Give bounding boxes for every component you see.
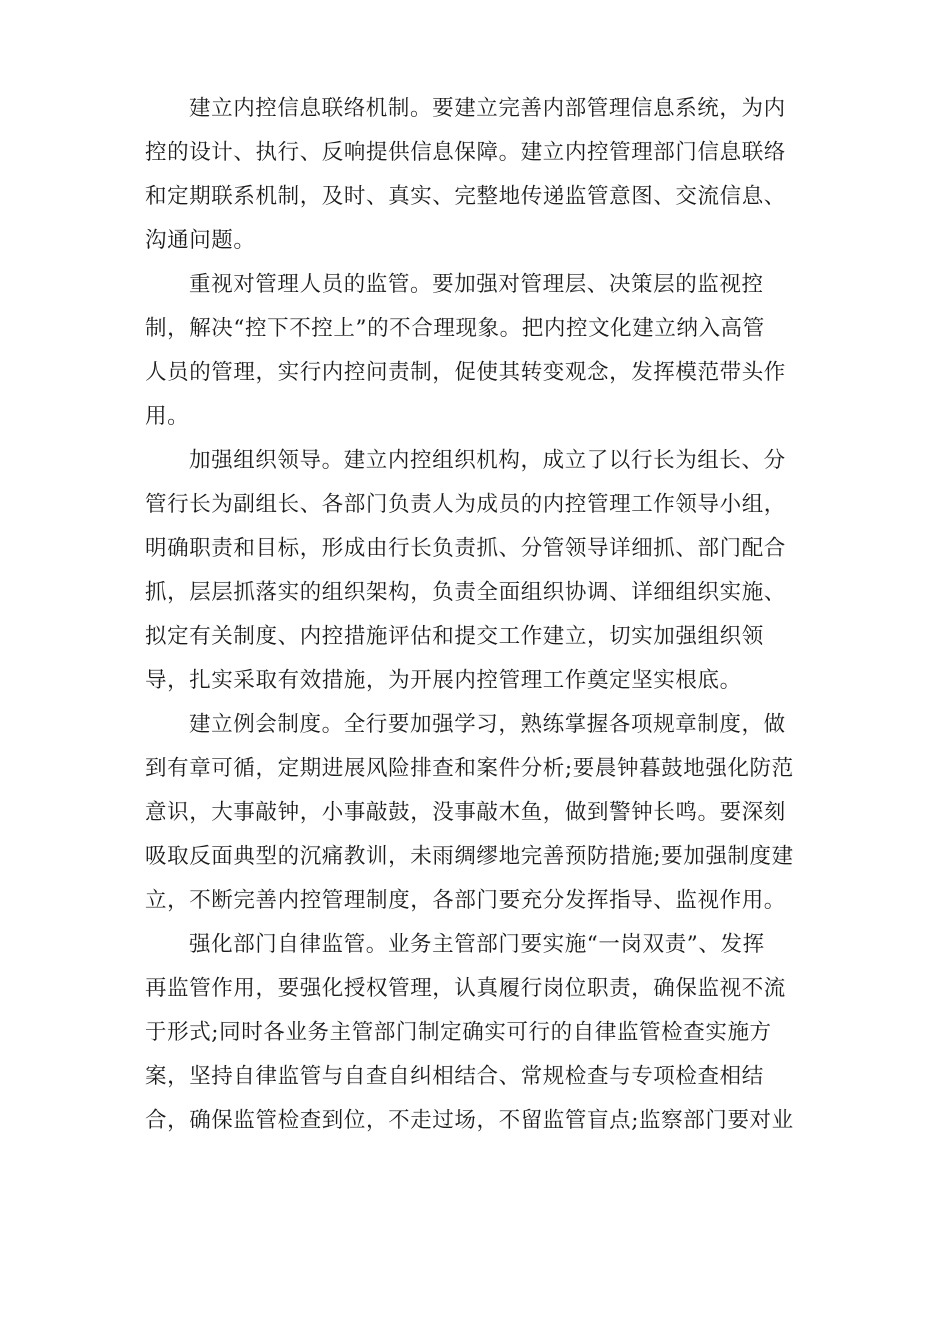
paragraph-2-line-3: 人员的管理，实行内控问责制，促使其转变观念，发挥模范带头作 (145, 360, 786, 385)
paragraph-2-line-4: 用。 (145, 404, 190, 429)
paragraph-2-line-1: 重视对管理人员的监管。要加强对管理层、决策层的监视控 (189, 272, 764, 297)
paragraph-3-line-2: 管行长为副组长、各部门负责人为成员的内控管理工作领导小组， (145, 492, 786, 517)
paragraph-3-line-4: 抓，层层抓落实的组织架构，负责全面组织协调、详细组织实施、 (145, 580, 786, 605)
paragraph-1-line-2: 控的设计、执行、反响提供信息保障。建立内控管理部门信息联络 (145, 140, 786, 165)
paragraph-5-line-2: 再监管作用，要强化授权管理，认真履行岗位职责，确保监视不流 (145, 976, 786, 1001)
paragraph-5-line-3: 于形式;同时各业务主管部门制定确实可行的自律监管检查实施方 (145, 1020, 772, 1045)
paragraph-4-line-2: 到有章可循，定期进展风险排查和案件分析;要晨钟暮鼓地强化防范 (145, 756, 794, 781)
document-body (145, 87, 810, 1143)
paragraph-1-line-3: 和定期联系机制，及时、真实、完整地传递监管意图、交流信息、 (145, 184, 786, 209)
paragraph-1-line-4: 沟通问题。 (145, 228, 256, 253)
paragraph-5-line-4: 案，坚持自律监管与自查自纠相结合、常规检查与专项检查相结 (145, 1064, 764, 1089)
paragraph-3-line-1: 加强组织领导。建立内控组织机构，成立了以行长为组长、分 (189, 448, 786, 473)
paragraph-1-line-1: 建立内控信息联络机制。要建立完善内部管理信息系统，为内 (189, 96, 786, 121)
paragraph-4-line-4: 吸取反面典型的沉痛教训，未雨绸缪地完善预防措施;要加强制度建 (145, 844, 794, 869)
paragraph-4-line-1: 建立例会制度。全行要加强学习，熟练掌握各项规章制度，做 (189, 712, 786, 737)
paragraph-5-line-5: 合，确保监管检查到位，不走过场，不留监管盲点;监察部门要对业 (145, 1108, 794, 1133)
paragraph-4-line-5: 立，不断完善内控管理制度，各部门要充分发挥指导、监视作用。 (145, 888, 786, 913)
paragraph-3-line-6: 导，扎实采取有效措施，为开展内控管理工作奠定坚实根底。 (145, 668, 742, 693)
paragraph-3-line-5: 拟定有关制度、内控措施评估和提交工作建立，切实加强组织领 (145, 624, 764, 649)
paragraph-5-line-1: 强化部门自律监管。业务主管部门要实施“一岗双责”、发挥 (189, 932, 765, 957)
paragraph-3-line-3: 明确职责和目标，形成由行长负责抓、分管领导详细抓、部门配合 (145, 536, 786, 561)
paragraph-4-line-3: 意识，大事敲钟，小事敲鼓，没事敲木鱼，做到警钟长鸣。要深刻 (145, 800, 786, 825)
paragraph-2-line-2: 制，解决“控下不控上”的不合理现象。把内控文化建立纳入高管 (145, 316, 765, 341)
